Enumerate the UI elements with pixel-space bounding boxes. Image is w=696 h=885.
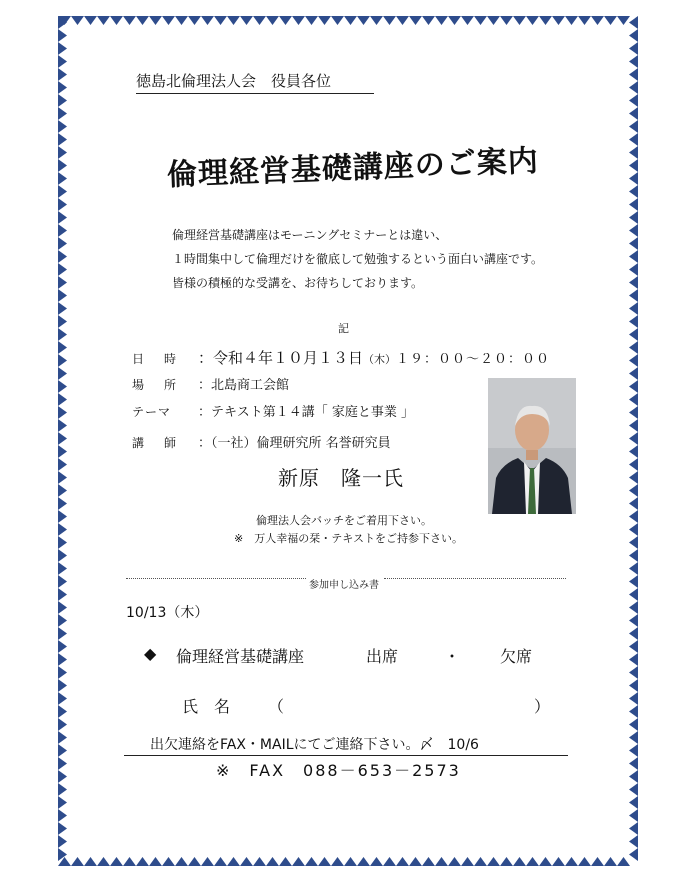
border-triangle xyxy=(539,16,552,25)
border-triangle xyxy=(214,857,227,866)
border-triangle xyxy=(71,16,84,25)
border-triangle xyxy=(604,857,617,866)
border-triangle xyxy=(305,16,318,25)
border-triangle xyxy=(58,484,67,497)
border-triangle xyxy=(58,588,67,601)
border-triangle xyxy=(58,328,67,341)
border-triangle xyxy=(629,445,638,458)
border-triangle xyxy=(409,16,422,25)
border-triangle xyxy=(318,857,331,866)
border-triangle xyxy=(123,16,136,25)
border-triangle xyxy=(58,380,67,393)
border-triangle xyxy=(240,16,253,25)
border-triangle xyxy=(58,406,67,419)
border-triangle xyxy=(58,55,67,68)
border-triangle xyxy=(110,16,123,25)
border-triangle xyxy=(227,16,240,25)
border-triangle xyxy=(629,172,638,185)
date-time: １９：００～２０：００ xyxy=(396,352,551,367)
border-triangle xyxy=(474,857,487,866)
intro-line-2: １時間集中して倫理だけを徹底して勉強するという面白い講座です。 xyxy=(172,252,544,266)
border-triangle xyxy=(487,16,500,25)
border-triangle xyxy=(513,16,526,25)
border-triangle xyxy=(58,289,67,302)
border-triangle xyxy=(58,744,67,757)
border-triangle xyxy=(331,16,344,25)
border-triangle xyxy=(526,16,539,25)
border-triangle xyxy=(292,857,305,866)
lecturer-portrait-photo xyxy=(488,378,576,514)
border-triangle xyxy=(357,857,370,866)
border-triangle xyxy=(58,835,67,848)
border-triangle xyxy=(162,16,175,25)
border-triangle xyxy=(629,835,638,848)
separator-right xyxy=(384,578,566,579)
border-triangle xyxy=(526,857,539,866)
border-triangle xyxy=(370,16,383,25)
border-triangle xyxy=(58,692,67,705)
border-triangle xyxy=(58,822,67,835)
border-triangle xyxy=(629,679,638,692)
border-triangle xyxy=(305,857,318,866)
border-triangle xyxy=(58,731,67,744)
border-triangle xyxy=(58,133,67,146)
border-triangle xyxy=(629,133,638,146)
border-triangle xyxy=(58,471,67,484)
border-triangle xyxy=(97,16,110,25)
border-triangle xyxy=(629,796,638,809)
name-label: 氏 名 xyxy=(182,697,231,716)
border-triangle xyxy=(422,16,435,25)
border-triangle xyxy=(578,857,591,866)
theme-label: テーマ xyxy=(132,405,172,419)
attend-option[interactable]: 出席 xyxy=(366,647,399,666)
border-triangle xyxy=(97,857,110,866)
border-triangle xyxy=(266,857,279,866)
border-triangle xyxy=(58,367,67,380)
border-triangle xyxy=(58,250,67,263)
place-value: ：北島商工会館 xyxy=(198,378,290,393)
border-triangle xyxy=(629,822,638,835)
border-triangle xyxy=(58,237,67,250)
place-label: 場 所 xyxy=(132,378,181,392)
border-triangle xyxy=(58,211,67,224)
border-triangle xyxy=(162,857,175,866)
border-triangle xyxy=(435,857,448,866)
border-triangle xyxy=(149,857,162,866)
name-field[interactable] xyxy=(290,694,530,714)
border-triangle xyxy=(58,757,67,770)
border-triangle xyxy=(629,94,638,107)
border-triangle xyxy=(629,627,638,640)
note-badge: 倫理法人会バッチをご着用下さい。 xyxy=(256,514,432,527)
border-triangle xyxy=(58,562,67,575)
border-triangle xyxy=(58,614,67,627)
border-triangle xyxy=(175,857,188,866)
border-triangle xyxy=(435,16,448,25)
border-triangle xyxy=(58,458,67,471)
border-triangle xyxy=(58,445,67,458)
name-paren-close: ） xyxy=(534,697,551,716)
border-triangle xyxy=(629,315,638,328)
border-triangle xyxy=(629,601,638,614)
border-triangle xyxy=(58,549,67,562)
border-triangle xyxy=(629,432,638,445)
note-text: ※ 万人幸福の栞・テキストをご持参下さい。 xyxy=(234,532,463,545)
border-triangle xyxy=(58,29,67,42)
border-triangle xyxy=(629,614,638,627)
border-triangle xyxy=(214,16,227,25)
border-triangle xyxy=(58,432,67,445)
border-triangle xyxy=(123,857,136,866)
border-triangle xyxy=(629,510,638,523)
border-triangle xyxy=(629,16,638,29)
border-triangle xyxy=(266,16,279,25)
border-triangle xyxy=(58,679,67,692)
border-triangle xyxy=(629,354,638,367)
border-triangle xyxy=(370,857,383,866)
border-triangle xyxy=(58,419,67,432)
border-triangle xyxy=(629,471,638,484)
border-triangle xyxy=(629,458,638,471)
border-triangle xyxy=(629,276,638,289)
border-triangle xyxy=(629,107,638,120)
contact-instruction xyxy=(124,734,568,756)
border-triangle xyxy=(629,848,638,861)
border-triangle xyxy=(629,393,638,406)
border-triangle xyxy=(58,718,67,731)
border-triangle xyxy=(58,94,67,107)
border-triangle xyxy=(487,857,500,866)
border-triangle xyxy=(617,857,630,866)
border-triangle xyxy=(58,783,67,796)
border-triangle xyxy=(58,224,67,237)
border-triangle xyxy=(629,263,638,276)
border-triangle xyxy=(188,16,201,25)
border-triangle xyxy=(629,302,638,315)
border-triangle xyxy=(58,575,67,588)
border-triangle xyxy=(409,857,422,866)
name-paren-open: （ xyxy=(268,697,285,716)
border-triangle xyxy=(448,16,461,25)
border-triangle xyxy=(629,536,638,549)
border-triangle xyxy=(629,341,638,354)
border-triangle xyxy=(58,653,67,666)
application-heading: 参加申し込み書 xyxy=(306,576,382,591)
border-triangle xyxy=(629,666,638,679)
application-date: 10/13（木） xyxy=(126,605,209,621)
border-triangle xyxy=(629,198,638,211)
border-triangle xyxy=(629,419,638,432)
border-triangle xyxy=(58,315,67,328)
border-triangle xyxy=(396,857,409,866)
addressee-line: 徳島北倫理法人会 役員各位 xyxy=(136,70,374,94)
border-triangle xyxy=(383,857,396,866)
border-triangle xyxy=(58,120,67,133)
border-triangle xyxy=(513,857,526,866)
border-triangle xyxy=(422,857,435,866)
border-triangle xyxy=(253,16,266,25)
border-triangle xyxy=(629,484,638,497)
absent-option[interactable]: 欠席 xyxy=(500,647,533,666)
border-triangle xyxy=(110,857,123,866)
bullet-icon: ◆ xyxy=(144,644,157,663)
border-triangle xyxy=(461,857,474,866)
border-triangle xyxy=(149,16,162,25)
border-triangle xyxy=(58,354,67,367)
border-triangle xyxy=(629,120,638,133)
border-triangle xyxy=(357,16,370,25)
border-triangle xyxy=(629,770,638,783)
border-triangle xyxy=(629,289,638,302)
border-triangle xyxy=(629,42,638,55)
border-triangle xyxy=(58,146,67,159)
border-triangle xyxy=(591,857,604,866)
border-triangle xyxy=(591,16,604,25)
border-triangle xyxy=(448,857,461,866)
border-triangle xyxy=(629,211,638,224)
intro-line-1: 倫理経営基礎講座はモーニングセミナーとは違い、 xyxy=(172,228,448,242)
border-triangle xyxy=(58,107,67,120)
border-triangle xyxy=(629,718,638,731)
border-triangle xyxy=(565,857,578,866)
border-triangle xyxy=(344,16,357,25)
border-triangle xyxy=(629,731,638,744)
border-triangle xyxy=(201,857,214,866)
border-triangle xyxy=(58,302,67,315)
border-triangle xyxy=(84,857,97,866)
border-triangle xyxy=(58,172,67,185)
border-triangle xyxy=(629,588,638,601)
border-triangle xyxy=(629,159,638,172)
border-triangle xyxy=(629,406,638,419)
border-triangle xyxy=(58,42,67,55)
border-triangle xyxy=(629,653,638,666)
border-triangle xyxy=(58,81,67,94)
border-triangle xyxy=(500,857,513,866)
border-triangle xyxy=(318,16,331,25)
border-triangle xyxy=(58,809,67,822)
border-triangle xyxy=(58,341,67,354)
border-triangle xyxy=(629,380,638,393)
border-triangle xyxy=(578,16,591,25)
border-triangle xyxy=(71,857,84,866)
border-triangle xyxy=(227,857,240,866)
ki-mark: 記 xyxy=(338,322,349,335)
border-triangle xyxy=(136,16,149,25)
border-triangle xyxy=(58,523,67,536)
border-triangle xyxy=(629,328,638,341)
border-triangle xyxy=(253,857,266,866)
lecturer-label: 講 師 xyxy=(132,436,181,450)
border-triangle xyxy=(396,16,409,25)
border-triangle xyxy=(500,16,513,25)
border-triangle xyxy=(58,640,67,653)
border-triangle xyxy=(629,757,638,770)
border-triangle xyxy=(629,68,638,81)
border-triangle xyxy=(629,237,638,250)
border-triangle xyxy=(552,857,565,866)
border-triangle xyxy=(58,666,67,679)
border-triangle xyxy=(292,16,305,25)
border-triangle xyxy=(629,250,638,263)
border-triangle xyxy=(629,809,638,822)
lecturer-name: 新原 隆一氏 xyxy=(278,466,404,490)
border-triangle xyxy=(58,263,67,276)
theme-value: ：テキスト第１４講「 家庭と事業 」 xyxy=(198,405,415,420)
border-triangle xyxy=(58,198,67,211)
date-label: 日 時 xyxy=(132,352,181,366)
separator-left xyxy=(126,578,306,579)
page-title: 倫理経営基礎講座のご案内 xyxy=(166,143,540,193)
border-triangle xyxy=(629,640,638,653)
border-triangle xyxy=(461,16,474,25)
border-triangle xyxy=(629,29,638,42)
border-triangle xyxy=(58,159,67,172)
border-triangle xyxy=(58,536,67,549)
border-triangle xyxy=(383,16,396,25)
border-triangle xyxy=(629,562,638,575)
border-triangle xyxy=(58,68,67,81)
border-triangle xyxy=(331,857,344,866)
border-triangle xyxy=(629,146,638,159)
border-triangle xyxy=(629,55,638,68)
border-triangle xyxy=(552,16,565,25)
border-triangle xyxy=(58,510,67,523)
date-value xyxy=(198,347,550,368)
border-triangle xyxy=(344,857,357,866)
date-day: （木） xyxy=(363,353,397,366)
border-triangle xyxy=(629,744,638,757)
border-triangle xyxy=(58,185,67,198)
border-triangle xyxy=(58,393,67,406)
border-triangle xyxy=(58,627,67,640)
border-triangle xyxy=(565,16,578,25)
border-triangle xyxy=(629,783,638,796)
fax-number: ※ FAX 088－653－2573 xyxy=(216,761,461,780)
border-triangle xyxy=(629,549,638,562)
border-triangle xyxy=(629,497,638,510)
border-triangle xyxy=(629,575,638,588)
border-triangle xyxy=(58,705,67,718)
border-triangle xyxy=(617,16,630,25)
intro-line-3: 皆様の積極的な受講を、お待ちしております。 xyxy=(172,276,424,290)
border-triangle xyxy=(58,497,67,510)
border-triangle xyxy=(474,16,487,25)
border-triangle xyxy=(629,692,638,705)
border-triangle xyxy=(58,276,67,289)
contact-text: 出欠連絡をFAX・MAILにてご連絡下さい。〆 10/6 xyxy=(150,737,479,753)
lecturer-value: ：（一社）倫理研究所 名誉研究員 xyxy=(198,436,391,451)
border-triangle xyxy=(201,16,214,25)
border-triangle xyxy=(188,857,201,866)
date-main: ：令和４年１０月１３日 xyxy=(198,349,364,367)
course-name: 倫理経営基礎講座 xyxy=(176,647,305,666)
option-separator: ・ xyxy=(444,647,461,666)
border-triangle xyxy=(629,185,638,198)
border-triangle xyxy=(539,857,552,866)
border-triangle xyxy=(84,16,97,25)
border-triangle xyxy=(629,523,638,536)
border-triangle xyxy=(58,601,67,614)
border-triangle xyxy=(175,16,188,25)
border-triangle xyxy=(58,796,67,809)
border-triangle xyxy=(629,81,638,94)
border-triangle xyxy=(279,857,292,866)
border-triangle xyxy=(629,705,638,718)
border-triangle xyxy=(240,857,253,866)
border-triangle xyxy=(136,857,149,866)
border-triangle xyxy=(58,770,67,783)
border-triangle xyxy=(279,16,292,25)
border-triangle xyxy=(604,16,617,25)
border-triangle xyxy=(629,224,638,237)
border-triangle xyxy=(629,367,638,380)
